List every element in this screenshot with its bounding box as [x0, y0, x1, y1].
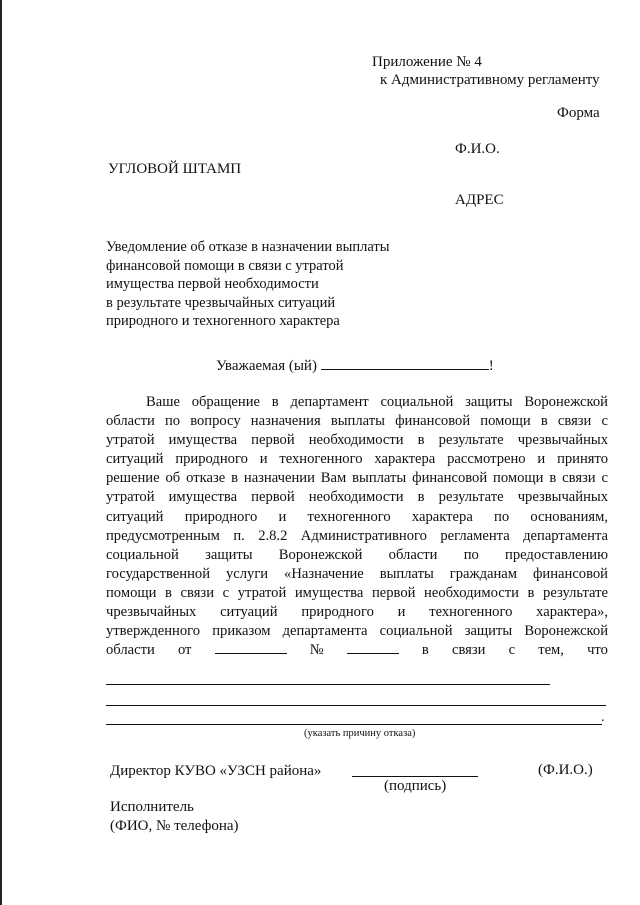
recipient-fio: Ф.И.О.: [455, 141, 500, 157]
form-label: Форма: [557, 105, 600, 121]
title-line: природного и техногенного характера: [106, 313, 340, 329]
body-line: решение об отказе в назначении Вам выплаты финансовой помощи в связи с: [106, 470, 608, 487]
notification-body: [106, 393, 608, 660]
body-line: утратой имущества первой необходимости в результате чрезвычайных: [106, 489, 608, 506]
body-line: утвержденного приказом департамента социальной защиты Воронежской: [106, 623, 608, 640]
body-line: ситуаций природного и техногенного характера рассмотрено и принято: [106, 451, 608, 468]
title-line: Уведомление об отказе в назначении выплаты: [106, 239, 390, 255]
body-line: ситуаций природного и техногенного характера по основаниям,: [106, 508, 608, 525]
body-line: области по вопросу назначения выплаты финансовой помощи в связи с: [106, 413, 608, 430]
word-from: от: [177, 642, 192, 659]
body-line: предусмотренным п. 2.8.2 Административного регламента департамента: [106, 527, 608, 544]
signature-caption: (подпись): [384, 778, 447, 794]
body-line: Ваше обращение в департамент социальной защиты Воронежской: [146, 394, 608, 410]
word-in: в: [421, 642, 429, 659]
number-sign: №: [309, 642, 324, 659]
reason-line-2[interactable]: [106, 705, 606, 706]
appendix-number: Приложение № 4: [372, 54, 482, 70]
reason-caption: (указать причину отказа): [304, 728, 416, 739]
reason-line-1[interactable]: [106, 684, 550, 685]
word-that: тем,: [538, 642, 564, 659]
body-line: чрезвычайных ситуаций природного и техногенного характера»,: [106, 604, 608, 621]
word-what: что: [587, 642, 608, 659]
word-with: с: [508, 642, 516, 659]
notification-title: [106, 238, 389, 331]
title-line: финансовой помощи в связи с утратой: [106, 257, 344, 274]
director-title: Директор КУВО «УЗСН района»: [110, 763, 322, 779]
reason-line-3[interactable]: [106, 724, 602, 725]
order-number-field[interactable]: [347, 652, 399, 654]
title-line: в результате чрезвычайных ситуаций: [106, 294, 336, 311]
executor-details: (ФИО, № телефона): [110, 818, 239, 834]
greeting-suffix: !: [488, 358, 494, 374]
title-line: имущества первой необходимости: [106, 276, 319, 292]
scan-edge: [0, 0, 2, 905]
greeting-prefix: Уважаемая (ый): [216, 358, 317, 374]
recipient-address: АДРЕС: [455, 192, 504, 208]
regulation-reference: к Административному регламенту: [380, 72, 600, 88]
addressee-name-field[interactable]: [321, 368, 489, 370]
word-region: области: [106, 642, 155, 659]
executor-label: Исполнитель: [110, 799, 194, 815]
body-line: помощи в связи с утратой имущества первой необходимости в результате: [106, 584, 608, 601]
closing-dot: .: [601, 710, 605, 725]
corner-stamp: УГЛОВОЙ ШТАМП: [108, 161, 242, 177]
body-line: социальной защиты Воронежской области по предоставлению: [106, 546, 608, 563]
greeting: [216, 358, 494, 375]
last-body-line: [106, 641, 608, 660]
body-line: государственной услуги «Назначение выплаты гражданам финансовой: [106, 565, 608, 582]
director-fio: (Ф.И.О.): [538, 762, 593, 778]
word-connection: связи: [451, 642, 486, 659]
order-date-field[interactable]: [215, 652, 287, 654]
body-line: утратой имущества первой необходимости в результате чрезвычайных: [106, 432, 608, 449]
